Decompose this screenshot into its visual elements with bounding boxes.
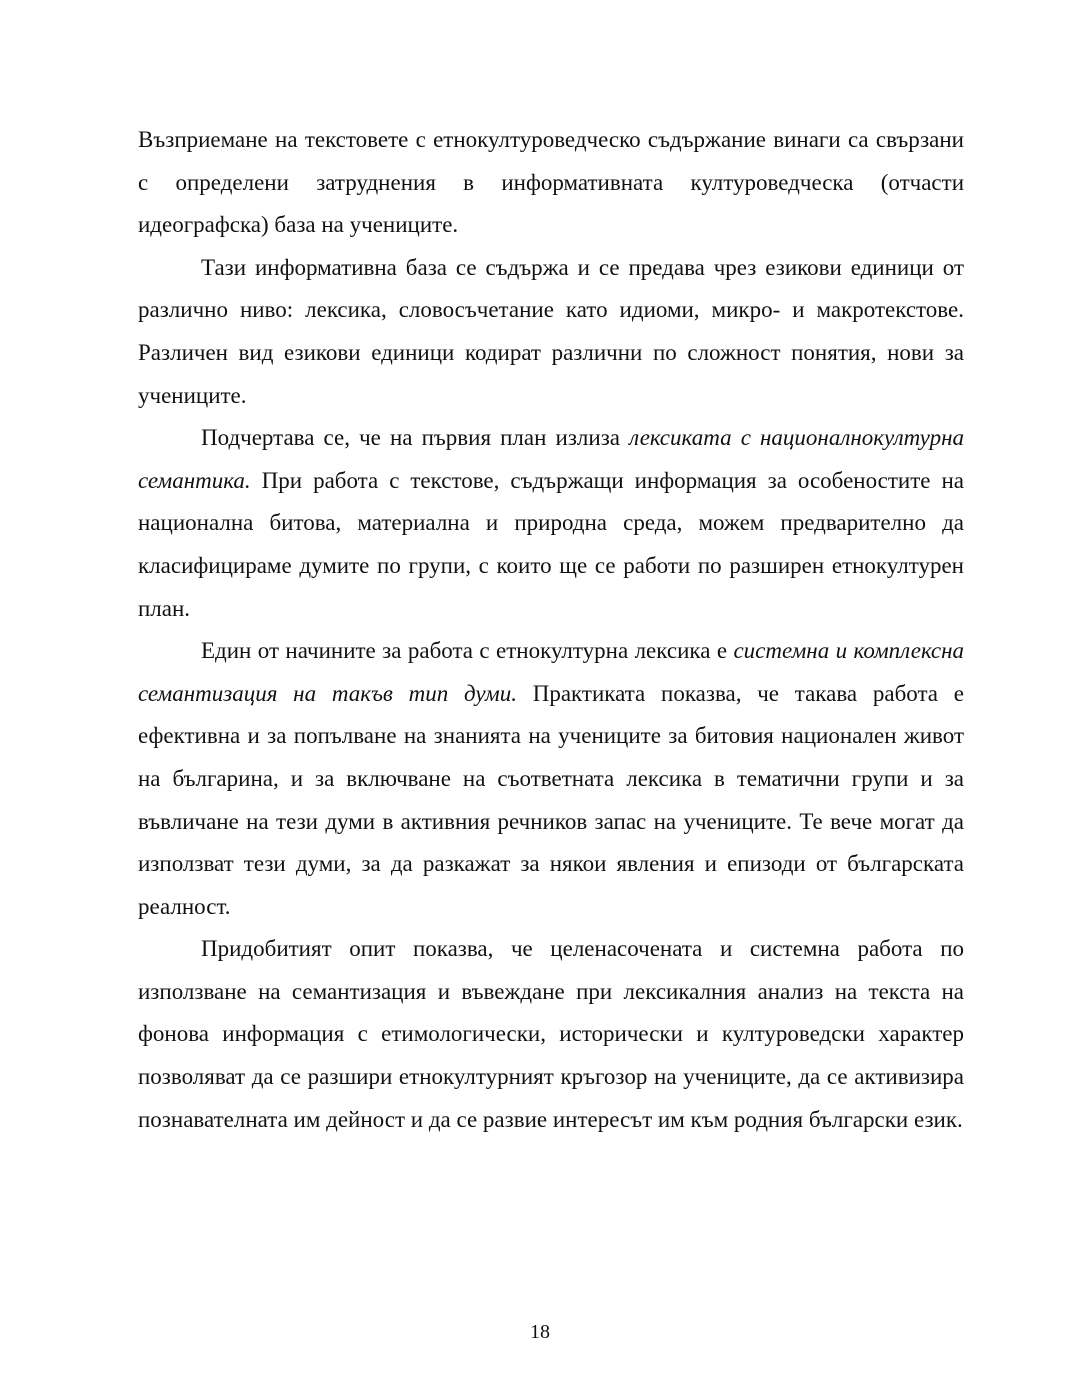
paragraph-3 — [138, 417, 964, 630]
page-number: 18 — [530, 1321, 550, 1343]
paragraph-text: Възприемане на текстовете с етнокултуроведческо съдържание винаги са свързани с определени затруднения в информативната културоведческа (отчасти идеографска) база на учениците. — [138, 127, 964, 238]
paragraph-2 — [138, 247, 964, 417]
paragraph-text: Подчертава се, че на първия план излиза — [201, 425, 630, 451]
italic-term: системна и комплексна семантизация на такъв тип думи. — [138, 638, 964, 706]
body-text — [138, 119, 964, 1141]
paragraph-text: При работа с текстове, съдържащи информация за особеностите на национална битова, материална и природна среда, можем предварително да класифицираме думите по групи, с които ще се работи по разширен етнокултурен план. — [138, 467, 964, 621]
paragraph-4 — [138, 630, 964, 928]
paragraph-text: Придобитият опит показва, че целенасочената и системна работа по използване на семантизация и въвеждане при лексикалния анализ на текста на фонова информация с етимологически, исторически и културоведски характер позволяват да се разшири етнокултурният кръгозор на учениците, да се активизира познавателната им дейност и да се развие интересът им към родния български език. — [138, 936, 964, 1132]
italic-term: лексиката с националнокултурна семантика. — [138, 425, 964, 493]
paragraph-1 — [138, 119, 964, 247]
paragraph-5 — [138, 928, 964, 1141]
paragraph-text: Практиката показва, че такава работа е ефективна и за попълване на знанията на учениците за битовия национален живот на българина, и за включване на съответната лексика в тематични групи и за въвличане на тези думи в активния речников запас на учениците. Те вече могат да използват тези думи, за да разкажат за някои явления и епизоди от българската реалност. — [138, 680, 964, 919]
paragraph-text: Тази информативна база се съдържа и се предава чрез езикови единици от различно ниво: лексика, словосъчетание като идиоми, микро- и макротекстове. Различен вид езикови единици кодират различни по сложност понятия, нови за учениците. — [138, 254, 964, 408]
paragraph-text: Един от начините за работа с етнокултурна лексика е — [201, 638, 734, 664]
